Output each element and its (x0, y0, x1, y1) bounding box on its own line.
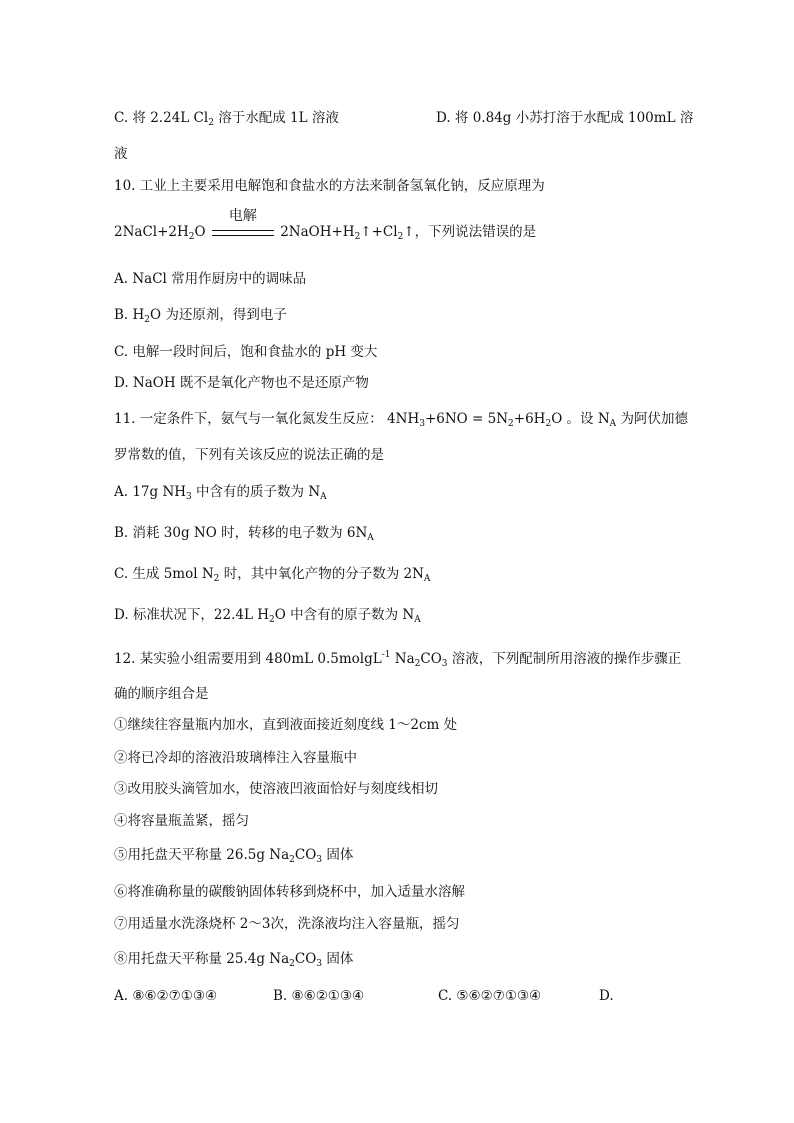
q10-equation: $2NaCl+2H_2O$ 电解 $2NaOH+H_2↑+Cl_2↑$，下列说法错误的是 (114, 208, 537, 242)
q12-option-d: D. (599, 988, 614, 1004)
q9-option-c: C. 将 2.24L $Cl_2$ 溶于水配成 1L 溶液 (114, 110, 339, 128)
q11-stem-line1: 11. 一定条件下，氨气与一氧化氮发生反应： $4NH_3+6NO = 5N_2+6H_2O$ 。设 $N_A$ 为阿伏加德 (114, 411, 688, 429)
q12-step-6: ⑥将准确称量的碳酸钠固体转移到烧杯中，加入适量水溶解 (114, 884, 465, 900)
q11-stem-line2: 罗常数的值，下列有关该反应的说法正确的是 (114, 447, 384, 463)
q12-stem-line1: 12. 某实验小组需要用到 480mL 0.5molgL$^{-1}$ $Na_2CO_3$ 溶液，下列配制所用溶液的操作步骤正 (114, 650, 682, 669)
q10-stem: 10. 工业上主要采用电解饱和食盐水的方法来制备氢氧化钠，反应原理为 (114, 178, 545, 194)
q12-step-3: ③改用胶头滴管加水，使溶液凹液面恰好与刻度线相切 (114, 781, 438, 797)
q11-option-a: A. 17g $NH_3$ 中含有的质子数为 $N_A$ (114, 484, 327, 502)
q12-option-b: B. ⑧⑥②①③④ (273, 988, 365, 1004)
q11-option-b: B. 消耗 30g NO 时，转移的电子数为 $6N_A$ (114, 525, 374, 543)
q12-step-2: ②将已冷却的溶液沿玻璃棒注入容量瓶中 (114, 750, 357, 766)
q9-option-d-continued: 液 (114, 146, 128, 162)
q10-option-b: B. $H_2O$ 为还原剂，得到电子 (114, 307, 287, 325)
q12-option-a: A. ⑧⑥②⑦①③④ (114, 988, 218, 1004)
q10-option-d: D. NaOH 既不是氧化产物也不是还原产物 (114, 375, 369, 391)
q9-option-d: D. 将 0.84g 小苏打溶于水配成 100mL 溶 (436, 110, 694, 126)
q12-stem-line2: 确的顺序组合是 (114, 686, 209, 702)
q10-option-a: A. NaCl 常用作厨房中的调味品 (114, 271, 307, 287)
q12-step-7: ⑦用适量水洗涤烧杯 2～3次，洗涤液均注入容量瓶，摇匀 (114, 916, 460, 932)
q12-step-8: ⑧用托盘天平称量 25.4g $Na_2CO_3$ 固体 (114, 951, 354, 969)
equation-condition-arrow: 电解 (212, 224, 274, 240)
q12-step-1: ①继续往容量瓶内加水，直到液面接近刻度线 1～2cm 处 (114, 717, 458, 733)
q10-option-c: C. 电解一段时间后，饱和食盐水的 pH 变大 (114, 344, 378, 360)
q12-step-4: ④将容量瓶盖紧，摇匀 (114, 813, 249, 829)
q12-option-c: C. ⑤⑥②⑦①③④ (438, 988, 542, 1004)
q11-option-c: C. 生成 5mol $N_2$ 时，其中氧化产物的分子数为 $2N_A$ (114, 566, 431, 584)
q11-option-d: D. 标准状况下，22.4L $H_2O$ 中含有的原子数为 $N_A$ (114, 607, 421, 625)
q12-step-5: ⑤用托盘天平称量 26.5g $Na_2CO_3$ 固体 (114, 847, 354, 865)
